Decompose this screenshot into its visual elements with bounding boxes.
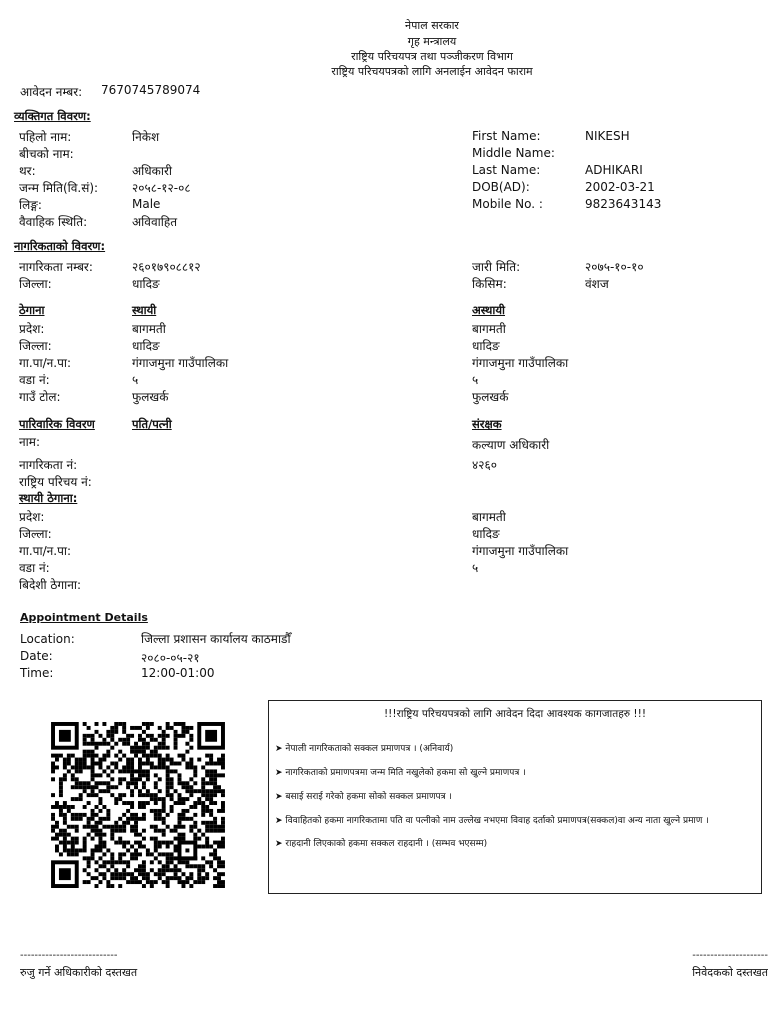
- family-province-label: प्रदेश:: [19, 510, 45, 524]
- applicant-signature-label: निवेदकको दस्तखत: [692, 966, 768, 979]
- address-district-temporary: धादिङ: [472, 339, 500, 353]
- marital-label: वैवाहिक स्थिति:: [19, 215, 88, 229]
- first-name-np-label: पहिलो नाम:: [19, 130, 72, 144]
- dob-bs-label: जन्म मिति(वि.सं):: [19, 181, 99, 195]
- address-district-permanent: धादिङ: [132, 339, 160, 353]
- mobile-value: 9823643143: [585, 197, 662, 211]
- application-number-label: आवेदन नम्बर:: [20, 85, 83, 99]
- requirement-item: ➤ नागरिकताको प्रमाणपत्रमा जन्म मिति नखुलेको हकमा सो खुल्ने प्रमाणपत्र ।: [275, 768, 526, 778]
- foreign-address-label: बिदेशी ठेगाना:: [19, 578, 82, 592]
- citizenship-number-label: नागरिकता नम्बर:: [19, 260, 93, 274]
- guardian-name-value: कल्याण अधिकारी: [472, 438, 550, 452]
- citizenship-number-value: २६०१७९०८८१२: [132, 260, 201, 274]
- issue-date-value: २०७५-१०-१०: [585, 260, 644, 274]
- address-tole-permanent: फुलखर्क: [132, 390, 169, 404]
- guardian-district-value: धादिङ: [472, 527, 500, 541]
- temporary-address-title: अस्थायी: [472, 303, 506, 317]
- middle-name-en-label: Middle Name:: [472, 146, 555, 160]
- appointment-date-label: Date:: [20, 649, 53, 663]
- mobile-label: Mobile No. :: [472, 197, 543, 211]
- family-municipality-label: गा.पा/न.पा:: [19, 544, 72, 558]
- requirements-box: [268, 700, 762, 894]
- family-ward-label: वडा नं:: [19, 561, 50, 575]
- address-district-label: जिल्ला:: [19, 339, 52, 353]
- family-perm-address-title: स्थायी ठेगाना:: [19, 491, 78, 505]
- address-province-temporary: बागमती: [472, 322, 506, 336]
- dob-bs-value: २०५८-१२-०८: [132, 181, 191, 195]
- personal-section-title: व्यक्तिगत विवरण:: [14, 109, 91, 123]
- citizenship-type-value: वंशज: [585, 277, 609, 291]
- address-province-permanent: बागमती: [132, 322, 166, 336]
- citizenship-section-title: नागरिकताको विवरण:: [14, 239, 106, 253]
- family-name-label: नाम:: [19, 435, 40, 449]
- address-province-label: प्रदेश:: [19, 322, 45, 336]
- first-name-en-label: First Name:: [472, 129, 541, 143]
- guardian-ward-value: ५: [472, 561, 479, 575]
- appointment-location-label: Location:: [20, 632, 75, 646]
- family-nid-label: राष्ट्रिय परिचय नं:: [19, 475, 92, 489]
- address-ward-temporary: ५: [472, 373, 479, 387]
- first-name-en-value: NIKESH: [585, 129, 630, 143]
- guardian-province-value: बागमती: [472, 510, 506, 524]
- appointment-time-label: Time:: [20, 666, 54, 680]
- spouse-title: पति/पत्नी: [132, 417, 172, 431]
- address-municipality-label: गा.पा/न.पा:: [19, 356, 72, 370]
- requirement-item: ➤ विवाहितको हकमा नागरिकतामा पति वा पत्नीको नाम उल्लेख नभएमा विवाह दर्ताको प्रमाणपत्र(सक्कल)वा अन्य नाता खुल्ने प्रमाण ।: [275, 816, 709, 826]
- surname-np-label: थर:: [19, 164, 36, 178]
- header-line-1: नेपाल सरकार: [405, 19, 459, 32]
- address-municipality-temporary: गंगाजमुना गाउँपालिका: [472, 356, 569, 370]
- guardian-citizenship-value: ४२६०: [472, 458, 497, 472]
- last-name-en-label: Last Name:: [472, 163, 541, 177]
- application-number-value: 7670745789074: [101, 83, 201, 97]
- address-ward-label: वडा नं:: [19, 373, 50, 387]
- appointment-date-value: २०८०-०५-२१: [141, 651, 200, 665]
- address-tole-label: गाउँ टोल:: [19, 390, 61, 404]
- header-line-3: राष्ट्रिय परिचयपत्र तथा पञ्जीकरण विभाग: [351, 50, 513, 63]
- family-section-title: पारिवारिक विवरण: [19, 417, 95, 431]
- citizenship-type-label: किसिम:: [472, 277, 507, 291]
- citizenship-district-value: धादिङ: [132, 277, 160, 291]
- address-municipality-permanent: गंगाजमुना गाउँपालिका: [132, 356, 229, 370]
- appointment-title: Appointment Details: [20, 611, 148, 624]
- middle-name-np-label: बीचको नाम:: [19, 147, 74, 161]
- citizenship-district-label: जिल्ला:: [19, 277, 52, 291]
- dob-ad-label: DOB(AD):: [472, 180, 530, 194]
- guardian-municipality-value: गंगाजमुना गाउँपालिका: [472, 544, 569, 558]
- requirement-item: ➤ राहदानी लिएकाको हकमा सक्कल राहदानी । (सम्भव भएसम्म): [275, 839, 488, 849]
- requirement-item: ➤ बसाई सराई गरेको हकमा सोको सक्कल प्रमाणपत्र ।: [275, 792, 452, 802]
- last-name-en-value: ADHIKARI: [585, 163, 643, 177]
- gender-value: Male: [132, 197, 161, 211]
- appointment-time-value: 12:00-01:00: [141, 666, 215, 680]
- officer-signature-label: रुजु गर्ने अधिकारीको दस्तखत: [20, 966, 138, 979]
- requirement-item: ➤ नेपाली नागरिकताको सक्कल प्रमाणपत्र । (अनिवार्य): [275, 744, 454, 754]
- guardian-title: संरक्षक: [472, 417, 502, 431]
- family-district-label: जिल्ला:: [19, 527, 52, 541]
- issue-date-label: जारी मिति:: [472, 260, 521, 274]
- family-citizenship-label: नागरिकता नं:: [19, 458, 78, 472]
- marital-value: अविवाहित: [132, 215, 178, 229]
- header-line-4: राष्ट्रिय परिचयपत्रको लागि अनलाईन आवेदन फाराम: [331, 65, 533, 78]
- requirements-title: !!!राष्ट्रिय परिचयपत्रको लागि आवेदन दिदा आवश्यक कागजातहरु !!!: [383, 708, 647, 720]
- applicant-signature-line: ---------------------: [692, 950, 768, 961]
- dob-ad-value: 2002-03-21: [585, 180, 655, 194]
- qr-code-icon: [50, 722, 226, 888]
- header-line-2: गृह मन्त्रालय: [407, 35, 457, 48]
- permanent-address-title: स्थायी: [132, 303, 157, 317]
- address-tole-temporary: फुलखर्क: [472, 390, 509, 404]
- appointment-location-value: जिल्ला प्रशासन कार्यालय काठमाडौँ: [141, 632, 291, 646]
- gender-label: लिङ्ग:: [19, 198, 42, 212]
- surname-np-value: अधिकारी: [132, 164, 172, 178]
- address-ward-permanent: ५: [132, 373, 139, 387]
- officer-signature-line: ---------------------------: [20, 950, 118, 961]
- address-section-title: ठेगाना: [19, 303, 45, 317]
- first-name-np-value: निकेश: [132, 130, 160, 144]
